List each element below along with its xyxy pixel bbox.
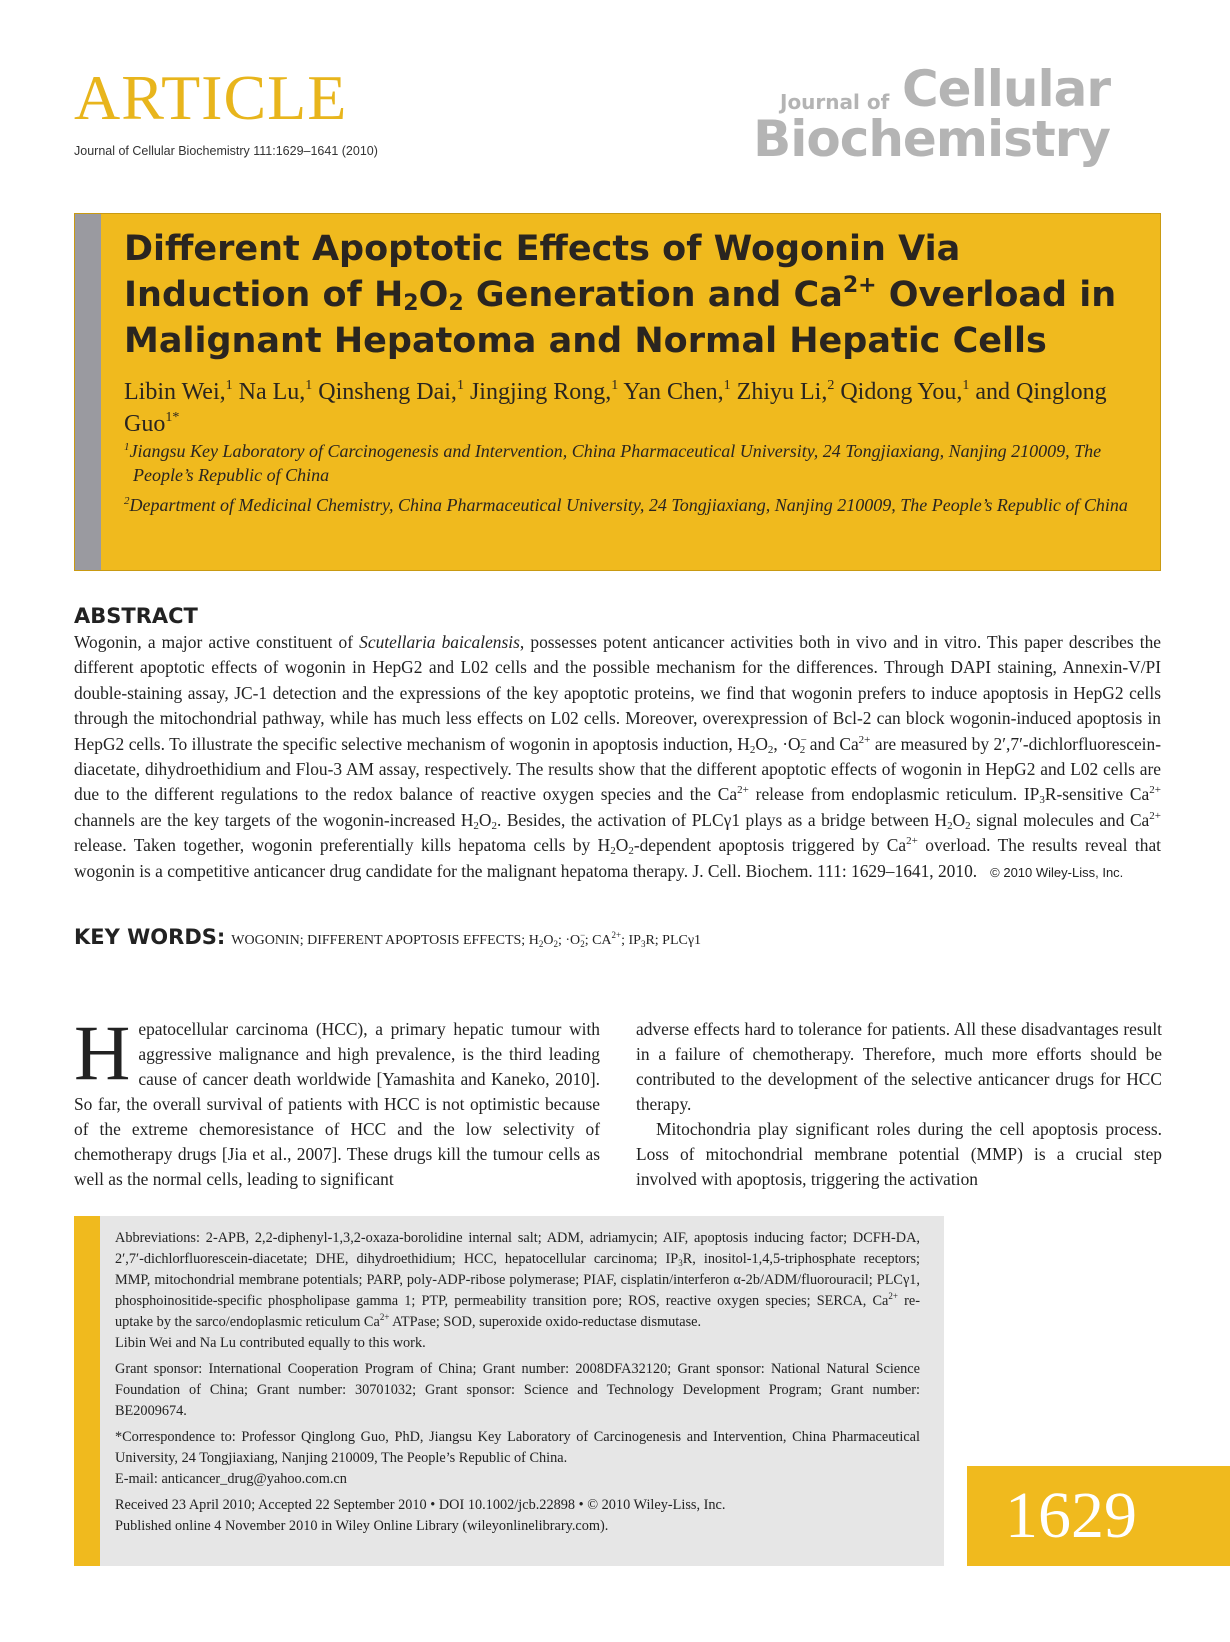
author: Zhiyu Li, xyxy=(730,379,828,405)
keywords-list: WOGONIN; DIFFERENT APOPTOSIS EFFECTS; $H_2O_2$; $\cdot O^-_2$; $CA^{2+}$; $IP_3R$; PLCγ1 xyxy=(231,930,702,949)
journal-logo xyxy=(750,60,1110,174)
logo-biochemistry: Biochemistry xyxy=(753,110,1110,168)
grant-note: Grant sponsor: International Cooperation Program of China; Grant number: 2008DFA32120; Grant sponsor: National Natural Science Foundation of China; Grant number: 30701032; Grant sponsor: Science and Technology Development Program; Grant number: BE2009674. xyxy=(115,1361,920,1419)
correspondence-note: *Correspondence to: Professor Qinglong Guo, PhD, Jiangsu Key Laboratory of Carcinogenesis and Intervention, China Pharmaceutical University, 24 Tongjiaxiang, Nanjing 210009, The People’s Republic of China. xyxy=(115,1429,920,1466)
author: Qidong You, xyxy=(834,379,963,405)
author: Libin Wei, xyxy=(124,379,226,405)
author: Jingjing Rong, xyxy=(463,379,612,405)
keywords-row xyxy=(74,925,1161,949)
logo-journal-of: Journal of xyxy=(780,90,890,114)
journal-citation: Journal of Cellular Biochemistry 111:1629–1641 (2010) xyxy=(74,144,378,158)
author-list: Libin Wei,$^1$ Na Lu,$^1$ Qinsheng Dai,$^1$ Jingjing Rong,$^1$ Yan Chen,$^1$ Zhiyu Li,$^2$ Qidong You,$^1$ and Qinglong Guo$^{1*}$ xyxy=(124,378,1107,437)
contribution-note: Libin Wei and Na Lu contributed equally to this work. xyxy=(115,1335,426,1351)
abstract-text: Wogonin, a major active constituent of Scutellaria baicalensis, possesses potent anticancer activities both in vivo and in vitro. This paper describes the different apoptotic effects of wogonin in HepG2 and L02 cells and the possible mechanism for the differences. Through DAPI staining, Annexin-V/PI double-staining assay, JC-1 detection and the expressions of the key apoptotic proteins, we find that wogonin prefers to induce apoptosis in HepG2 cells through the mitochondrial pathway, while has much less effects on L02 cells. Moreover, overexpression of Bcl-2 can block wogonin-induced apoptosis in HepG2 cells. To illustrate the specific selective mechanism of wogonin in apoptosis induction, $H_2O_2$, $\cdot O^-_2$ and $Ca^{2+}$ are measured by 2′,7′-dichlorfluorescein-diacetate, dihydroethidium and Flou-3 AM assay, respectively. The results show that the different apoptotic effects of wogonin in HepG2 and L02 cells are due to the different regulations to the redox balance of reactive oxygen species and the $Ca^{2+}$ release from endoplasmic reticulum. $IP_3R$-sensitive $Ca^{2+}$ channels are the key targets of the wogonin-increased $H_2O_2$. Besides, the activation of PLCγ1 plays as a bridge between $H_2O_2$ signal molecules and $Ca^{2+}$ release. Taken together, wogonin preferentially kills hepatoma cells by $H_2O_2$-dependent apoptosis triggered by $Ca^{2+}$ overload. The results reveal that wogonin is a competitive anticancer drug candidate for the malignant hepatoma therapy. J. Cell. Biochem. 111: 1629–1641, 2010. © 2010 Wiley-Liss, Inc. xyxy=(74,632,1162,881)
title-box xyxy=(74,213,1161,571)
title-box-side-bar xyxy=(75,214,101,570)
abstract-heading: ABSTRACT xyxy=(74,604,198,628)
affiliation-1: $^1$Jiangsu Key Laboratory of Carcinogenesis and Intervention, China Pharmaceutical University, 24 Tongjiaxiang, Nanjing 210009, The People’s Republic of China xyxy=(124,441,1102,485)
keywords-heading: KEY WORDS: xyxy=(74,925,226,949)
article-type-label: ARTICLE xyxy=(74,62,348,133)
author: Yan Chen, xyxy=(618,379,724,405)
drop-cap: H xyxy=(74,1009,131,1096)
paper-title: Different Apoptotic Effects of Wogonin Via Induction of $H_2O_2$ Generation and $Ca^{2+}$ Overload in Malignant Hepatoma and Normal Hepatic Cells xyxy=(124,229,1117,361)
logo-cellular: Cellular xyxy=(901,60,1110,118)
email-link[interactable]: E-mail: anticancer_drug@yahoo.com.cn xyxy=(115,1471,347,1487)
received-note: Received 23 April 2010; Accepted 22 September 2010 • DOI 10.1002/jcb.22898 • © 2010 Wiley-Liss, Inc. xyxy=(115,1497,726,1513)
page-number-box xyxy=(967,1466,1230,1566)
body-column-right xyxy=(636,1017,1162,1192)
abbreviations-note: Abbreviations: 2-APB, 2,2-diphenyl-1,3,2-oxaza-borolidine internal salt; ADM, adriamycin; AIF, apoptosis inducing factor; DCFH-DA, 2′,7′-dichlorfluorescein-diacetate; DHE, dihydroethidium; HCC, hepatocellular carcinoma; $IP_3R$, inositol-1,4,5-triphosphate receptors; MMP, mitochondrial membrane potentials; PARP, poly-ADP-ribose polymerase; PIAF, cisplatin/interferon α-2b/ADM/fluorouracil; PLCγ1, phosphoinositide-specific phospholipase gamma 1; PTP, permeability transition pore; ROS, reactive oxygen species; SERCA, $Ca^{2+}$ re-uptake by the sarco/endoplasmic reticulum $Ca^{2+}$ ATPase; SOD, superoxide oxido-reductase dismutase. xyxy=(115,1230,920,1330)
abstract-copyright: © 2010 Wiley-Liss, Inc. xyxy=(990,864,1124,880)
author: Na Lu, xyxy=(232,379,306,405)
footnote-side-bar xyxy=(74,1216,100,1566)
footnote-box xyxy=(74,1216,944,1566)
body-paragraph: epatocellular carcinoma (HCC), a primary hepatic tumour with aggressive malignance and high prevalence, is the third leading cause of cancer death worldwide [Yamashita and Kaneko, 2010]. So far, the overall survival of patients with HCC is not optimistic because of the extreme chemoresistance of HCC and the low selectivity of chemotherapy drugs [Jia et al., 2007]. These drugs kill the tumour cells as well as the normal cells, leading to significant xyxy=(74,1019,600,1189)
body-paragraph: Mitochondria play significant roles during the cell apoptosis process. Loss of mitochondrial membrane potential (MMP) is a crucial step involved with apoptosis, triggering the activation xyxy=(636,1119,1162,1189)
affiliation-2: $^2$Department of Medicinal Chemistry, China Pharmaceutical University, 24 Tongjiaxiang, Nanjing 210009, The People’s Republic of China xyxy=(124,495,1128,515)
page-number: 1629 xyxy=(1005,1479,1137,1552)
author: Qinsheng Dai, xyxy=(312,379,457,405)
body-paragraph: adverse effects hard to tolerance for patients. All these disadvantages result in a failure of chemotherapy. Therefore, much more efforts should be contributed to the development of the selective anticancer drugs for HCC therapy. xyxy=(636,1019,1162,1114)
author: and Qinglong Guo xyxy=(124,379,1107,437)
body-column-left xyxy=(74,1009,600,1192)
published-note: Published online 4 November 2010 in Wiley Online Library (wileyonlinelibrary.com). xyxy=(115,1518,609,1534)
